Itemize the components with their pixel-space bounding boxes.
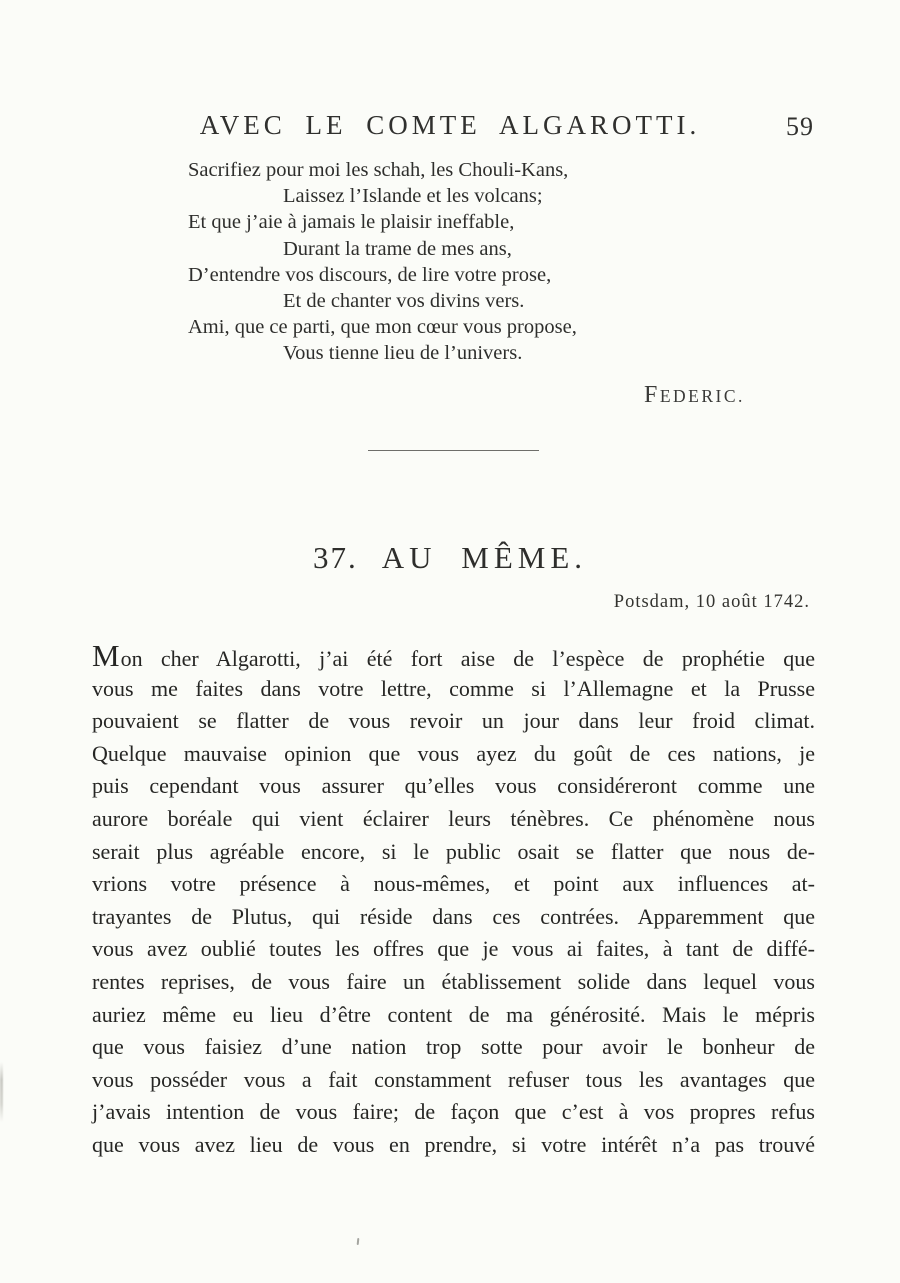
dateline: Potsdam, 10 août 1742. bbox=[613, 592, 810, 612]
poem-line: Ami, que ce parti, que mon cœur vous propose, bbox=[188, 316, 577, 339]
body-line: vous me faites dans votre lettre, comme si l’Allemagne et la Prusse bbox=[92, 675, 815, 701]
scan-artifact-edge bbox=[0, 1062, 3, 1122]
body-line: serait plus agréable encore, si le public osait se flatter que nous de- bbox=[92, 838, 815, 864]
section-heading bbox=[0, 540, 900, 576]
poem-line: Et de chanter vos divins vers. bbox=[283, 290, 525, 313]
poem-line: Vous tienne lieu de l’univers. bbox=[283, 342, 523, 365]
letter-title: AU MÊME. bbox=[381, 540, 588, 575]
letter-number: 37. bbox=[312, 540, 358, 575]
poem-line: Laissez l’Islande et les volcans; bbox=[283, 185, 543, 208]
body-line: j’avais intention de vous faire; de façon que c’est à vos propres refus bbox=[92, 1099, 815, 1125]
running-head: AVEC LE COMTE ALGAROTTI. bbox=[199, 110, 701, 140]
section-divider-rule bbox=[368, 450, 539, 451]
signature bbox=[644, 382, 745, 409]
body-line: rentes reprises, de vous faire un établissement solide dans lequel vous bbox=[92, 968, 815, 994]
letter-body bbox=[92, 640, 815, 1162]
poem-block bbox=[188, 157, 577, 367]
body-line: vous avez oublié toutes les offres que je vous ai faites, à tant de diffé- bbox=[92, 936, 815, 962]
body-line: pouvaient se flatter de vous revoir un jour dans leur froid climat. bbox=[92, 708, 815, 734]
body-line: Quelque mauvaise opinion que vous ayez du goût de ces nations, je bbox=[92, 740, 815, 766]
scan-artifact-speck bbox=[357, 1238, 360, 1245]
body-line: trayantes de Plutus, qui réside dans ces contrées. Apparemment que bbox=[92, 903, 815, 929]
signature-rest: EDERIC. bbox=[659, 386, 745, 406]
body-line: que vous avez lieu de vous en prendre, si votre intérêt n’a pas trouvé bbox=[92, 1131, 815, 1157]
poem-line: Durant la trame de mes ans, bbox=[283, 237, 512, 260]
body-line: auriez même eu lieu d’être content de ma générosité. Mais le mépris bbox=[92, 1001, 815, 1027]
body-line: aurore boréale qui vient éclairer leurs ténèbres. Ce phénomène nous bbox=[92, 805, 815, 831]
body-line-text: on cher Algarotti, j’ai été fort aise de l’espèce de prophétie que bbox=[120, 646, 815, 671]
poem-line: Et que j’aie à jamais le plaisir ineffable, bbox=[188, 211, 515, 234]
poem-line: Sacrifiez pour moi les schah, les Chouli-Kans, bbox=[188, 159, 569, 181]
signature-initial: F bbox=[644, 382, 660, 408]
body-line: que vous faisiez d’une nation trop sotte pour avoir le bonheur de bbox=[92, 1034, 815, 1060]
body-line: vous posséder vous a fait constamment refuser tous les avantages que bbox=[92, 1066, 815, 1092]
page-number: 59 bbox=[786, 112, 814, 141]
initial-cap: M bbox=[92, 638, 121, 673]
body-line: puis cependant vous assurer qu’elles vous considéreront comme une bbox=[92, 773, 815, 799]
body-line bbox=[92, 640, 815, 673]
poem-line: D’entendre vos discours, de lire votre prose, bbox=[188, 263, 552, 286]
body-line: vrions votre présence à nous-mêmes, et point aux influences at- bbox=[92, 871, 815, 897]
